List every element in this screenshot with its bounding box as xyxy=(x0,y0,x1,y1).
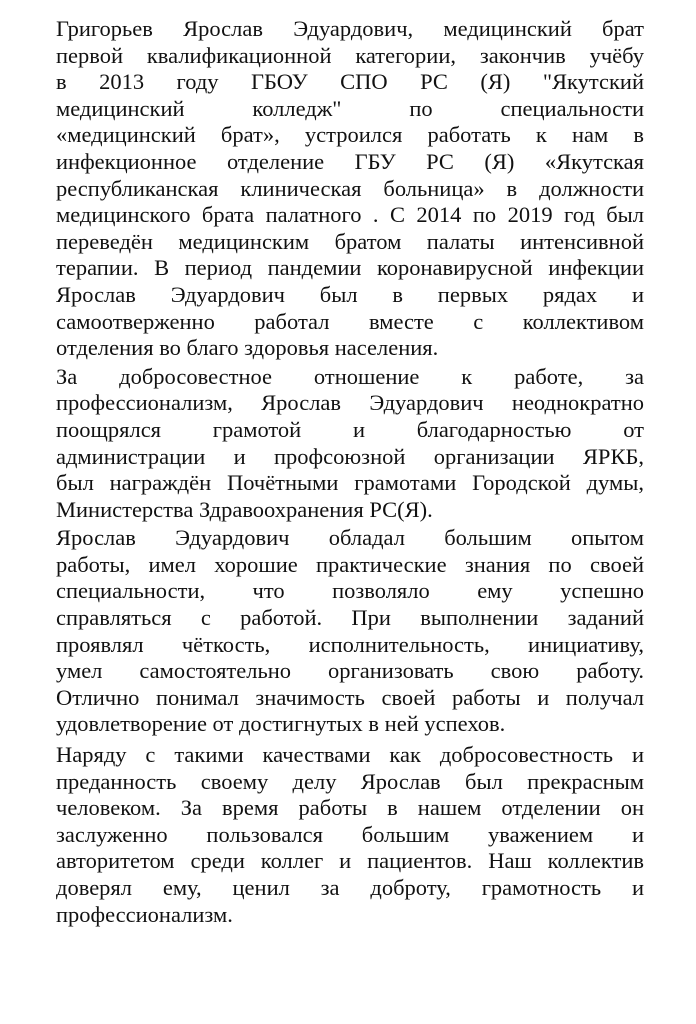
text-line: Отлично понимал значимость своей работы и получал xyxy=(56,684,644,710)
text-line: поощрялся грамотой и благодарностью от xyxy=(56,416,644,442)
text-line: удовлетворение от достигнутых в ней успехов. xyxy=(56,711,506,737)
text-line: доверял ему, ценил за доброту, грамотность и xyxy=(56,875,644,900)
text-line: профессионализм, Ярослав Эдуардович неоднократно xyxy=(56,390,644,416)
text-line: Министерства Здравоохранения РС(Я). xyxy=(56,496,433,522)
text-line: Ярослав Эдуардович был в первых рядах и xyxy=(56,281,644,307)
text-line: самоотверженно работал вместе с коллективом xyxy=(56,308,644,334)
text-line: За добросовестное отношение к работе, за xyxy=(56,363,644,389)
text-line: профессионализм. xyxy=(56,901,233,927)
text-line: в 2013 году ГБОУ СПО РС (Я) "Якутский xyxy=(56,69,644,95)
text-line: работы, имел хорошие практические знания по своей xyxy=(56,551,644,577)
text-line: Ярослав Эдуардович обладал большим опытом xyxy=(56,525,644,551)
text-line: медицинского брата палатного . С 2014 по 2019 год был xyxy=(56,202,644,228)
text-line: специальности, что позволяло ему успешно xyxy=(56,578,644,604)
text-line: умел самостоятельно организовать свою работу. xyxy=(56,658,644,684)
text-line: преданность своему делу Ярослав был прекрасным xyxy=(56,768,644,794)
text-line: отделения во благо здоровья населения. xyxy=(56,335,439,361)
text-line: республиканская клиническая больница» в должности xyxy=(56,175,644,201)
text-line: человеком. За время работы в нашем отделении он xyxy=(56,795,644,821)
document-body xyxy=(56,16,644,930)
text-line: переведён медицинским братом палаты интенсивной xyxy=(56,228,644,254)
text-line: был награждён Почётными грамотами Городской думы, xyxy=(56,470,644,496)
text-line: терапии. В период пандемии коронавирусной инфекции xyxy=(56,255,644,281)
text-line: медицинский колледж" по специальности xyxy=(56,95,644,121)
paragraph-4 xyxy=(56,742,644,928)
text-line: справляться с работой. При выполнении заданий xyxy=(56,605,644,631)
text-line: администрации и профсоюзной организации ЯРКБ, xyxy=(56,443,644,469)
text-line: авторитетом среди коллег и пациентов. Наш коллектив xyxy=(56,848,644,874)
text-line: проявлял чёткость, исполнительность, инициативу, xyxy=(56,631,644,657)
paragraph-1 xyxy=(56,16,644,362)
text-line: «медицинский брат», устроился работать к нам в xyxy=(56,122,644,148)
text-line: заслуженно пользовался большим уважением и xyxy=(56,821,644,847)
text-line: Наряду с такими качествами как добросовестность и xyxy=(56,742,644,768)
text-line: Григорьев Ярослав Эдуардович, медицинский брат xyxy=(56,16,644,41)
text-line: инфекционное отделение ГБУ РС (Я) «Якутская xyxy=(56,148,644,174)
paragraph-2 xyxy=(56,364,644,524)
paragraph-3 xyxy=(56,525,644,738)
text-line: первой квалификационной категории, закончив учёбу xyxy=(56,42,644,68)
